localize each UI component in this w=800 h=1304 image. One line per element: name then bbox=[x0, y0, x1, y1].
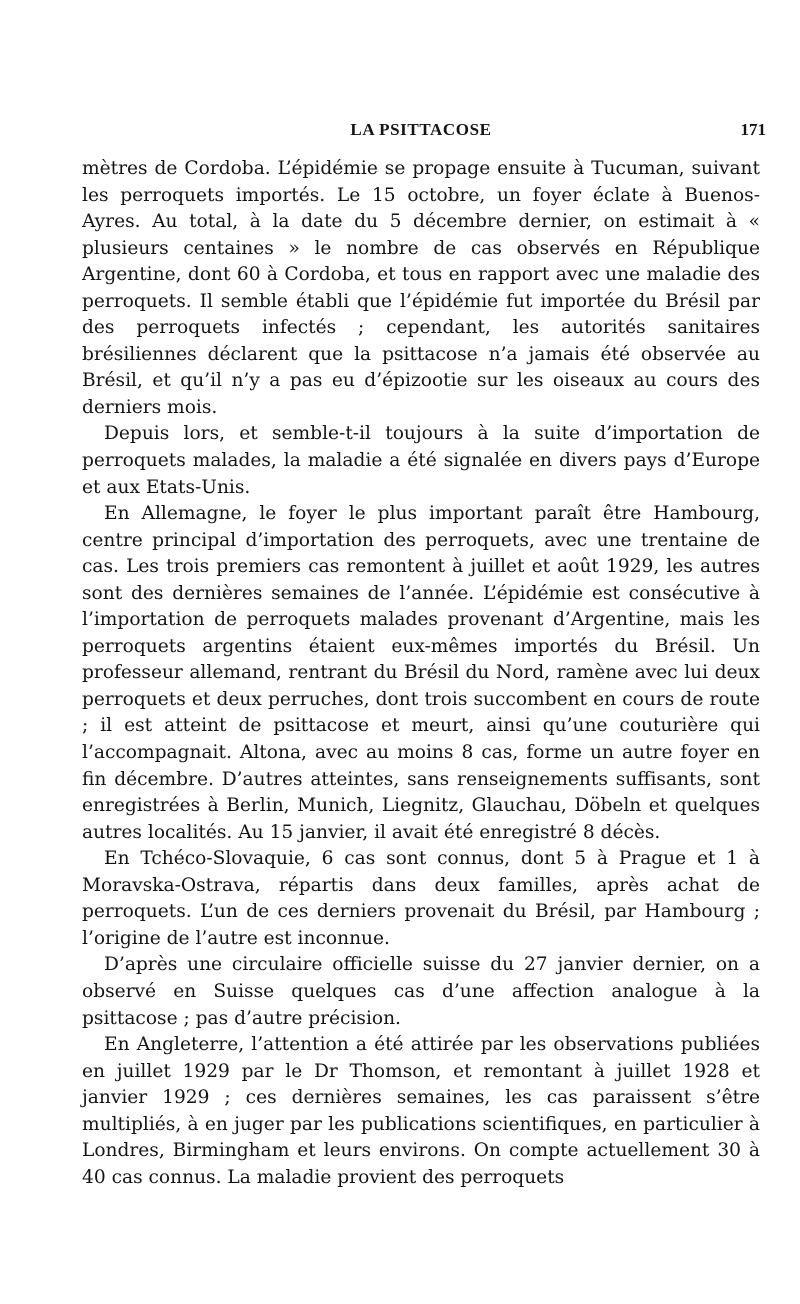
paragraph-europe-spread: Depuis lors, et semble-t-il toujours à la suite d’importation de perroquets malades, la maladie a été signalée en divers pays d’Europe et aux Etats-Unis. bbox=[82, 423, 760, 498]
paragraph-argentina-continued: mètres de Cordoba. L’épidémie se propage ensuite à Tucuman, suivant les perroquets importés. Le 15 octobre, un foyer éclate à Buenos-Ayres. Au total, à la date du 5 décembre dernier, on estimait à « plusieurs centaines » le nombre de cas observés en République Argentine, dont 60 à Cordoba, et tous en rapport avec une maladie des perroquets. Il semble établi que l’épidémie fut importée du Brésil par des perroquets infectés ; cependant, les autorités sanitaires brésiliennes déclarent que la psittacose n’a jamais été observée au Brésil, et qu’il n’y a pas eu d’épizootie sur les oiseaux au cours des derniers mois. bbox=[82, 158, 760, 418]
page-number: 171 bbox=[740, 120, 766, 139]
running-head bbox=[82, 118, 766, 146]
body-text bbox=[82, 156, 760, 1191]
paragraph-germany: En Allemagne, le foyer le plus important paraît être Hambourg, centre principal d’importation des perroquets, avec une trentaine de cas. Les trois premiers cas remontent à juillet et août 1929, les autres sont des dernières semaines de l’année. L’épidémie est consécutive à l’importation de perroquets malades provenant d’Argentine, mais les perroquets argentins étaient eux-mêmes importés du Brésil. Un professeur allemand, rentrant du Brésil du Nord, ramène avec lui deux perroquets et deux perruches, dont trois succombent en cours de route ; il est atteint de psittacose et meurt, ainsi qu’une couturière qui l’accompagnait. Altona, avec au moins 8 cas, forme un autre foyer en fin décembre. D’autres atteintes, sans renseignements suffisants, sont enregistrées à Berlin, Munich, Liegnitz, Glauchau, Döbeln et quelques autres localités. Au 15 janvier, il avait été enregistré 8 décès. bbox=[82, 503, 760, 843]
running-title: LA PSITTACOSE bbox=[350, 120, 492, 139]
paragraph-switzerland: D’après une circulaire officielle suisse du 27 janvier dernier, on a observé en Suisse quelques cas d’une affection analogue à la psittacose ; pas d’autre précision. bbox=[82, 954, 760, 1029]
paragraph-czechoslovakia: En Tchéco-Slovaquie, 6 cas sont connus, dont 5 à Prague et 1 à Moravska-Ostrava, répartis dans deux familles, après achat de perroquets. L’un de ces derniers provenait du Brésil, par Hambourg ; l’origine de l’autre est inconnue. bbox=[82, 848, 760, 949]
book-page bbox=[82, 118, 766, 1191]
paragraph-england: En Angleterre, l’attention a été attirée par les observations publiées en juillet 1929 par le Dr Thomson, et remontant à juillet 1928 et janvier 1929 ; ces dernières semaines, les cas paraissent s’être multipliés, à en juger par les publications scientifiques, en particulier à Londres, Birmingham et leurs environs. On compte actuellement 30 à 40 cas connus. La maladie provient des perroquets bbox=[82, 1034, 760, 1188]
